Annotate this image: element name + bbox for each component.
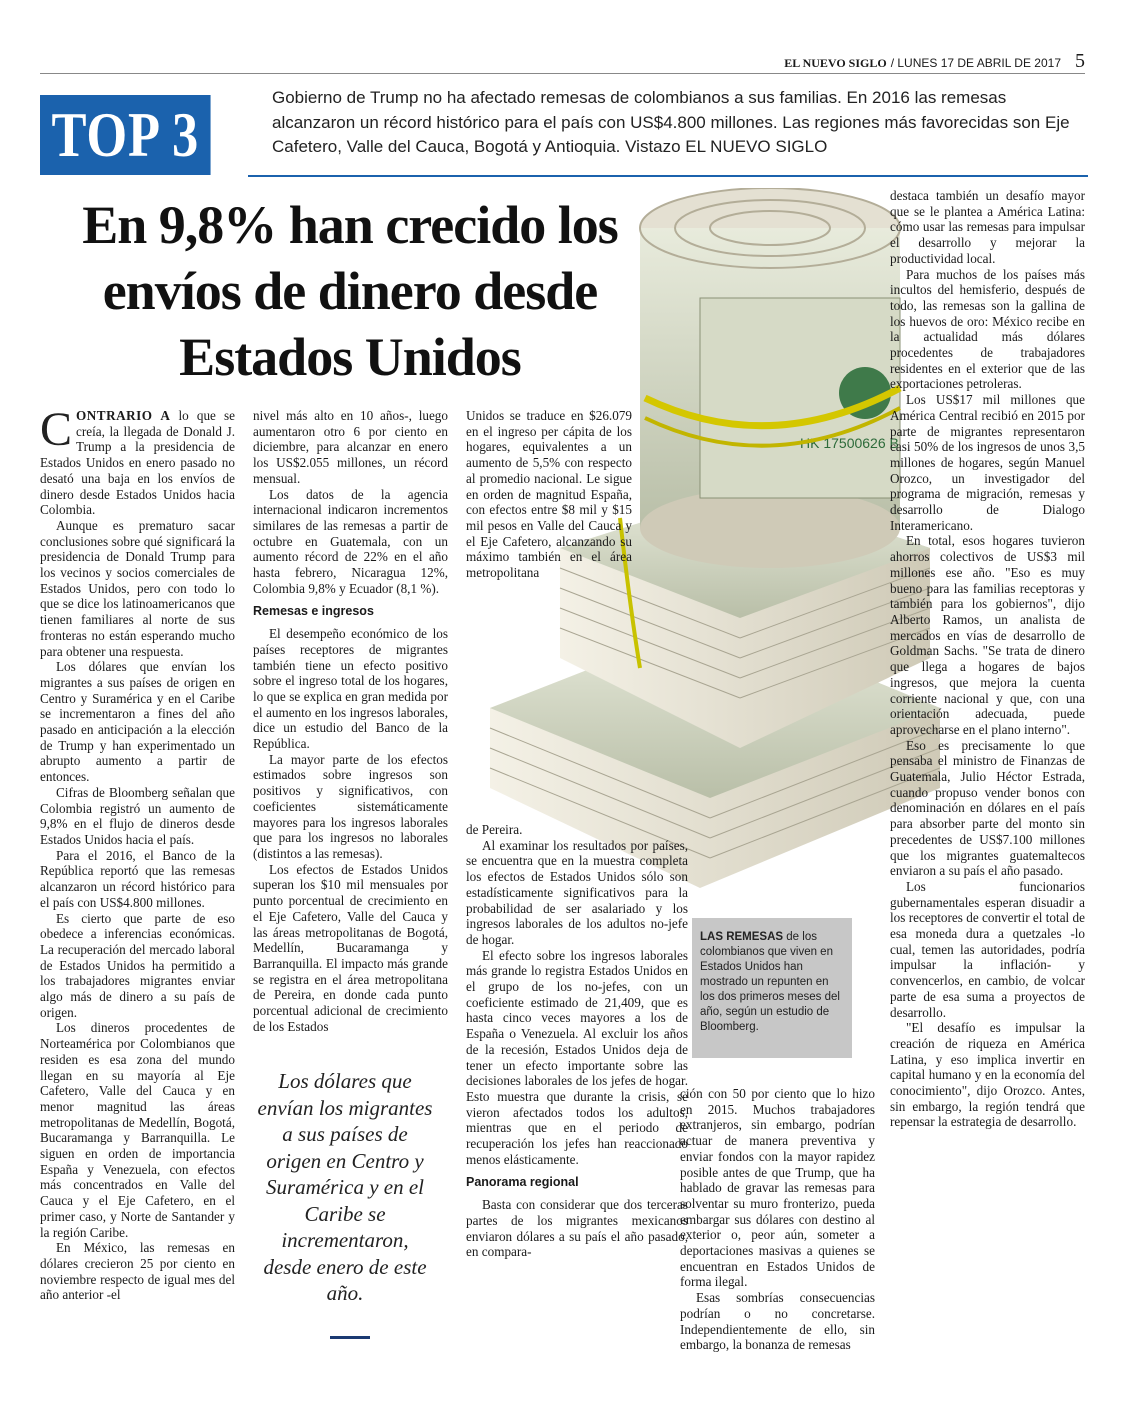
money-roll [640,188,900,568]
pull-quote-rule [330,1336,370,1339]
page-number: 5 [1075,50,1085,72]
article-paragraph: La mayor parte de los efectos estimados sobre ingresos son positivos y significativos, con coeficientes sistemáticamente mayores para los ingresos laborales que para los ingresos no laborales (distintos a las remesas). [253,751,448,861]
article-paragraph: Esas sombrías consecuencias podrían o no concretarse. Independientemente de ello, sin embargo, la bonanza de remesas [680,1290,875,1353]
article-paragraph: Unidos se traduce en $26.079 en el ingreso per cápita de los hogares, equivalentes a un aumento de 5,5% con respecto al promedio nacional. Le sigue en orden de magnitud España, con efectos entre $8 mil y $15 mil pesos en Valle del Cauca y el Eje Cafetero, alcanzando su máximo también en el área metropolitana [466,408,632,581]
article-paragraph: "El desafío es impulsar la creación de riqueza en América Latina, y eso implica invertir en capital humano y en la economía del conocimiento", dijo Orozco. Antes, sin embargo, la región tendrá que repensar la estrategia de desarrollo. [890,1020,1085,1130]
banknote-serial: HK 17500626 B [800,435,899,451]
article-column-1 [40,403,235,1303]
article-paragraph: Los US$17 mil millones que América Central recibió en 2015 por parte de migrantes representaron casi 50% de los ingresos de unos 3,5 millones de hogares, según Manuel Orozco, un investigador del programa de migración, remesas y desarrollo de Dialogo Interamericano. [890,392,1085,533]
article-paragraph: En México, las remesas en dólares crecieron 25 por ciento en noviembre respecto de igual mes del año anterior -el [40,1240,235,1303]
article-paragraph: ción con 50 por ciento que lo hizo en 2015. Muchos trabajadores extranjeros, sin embargo, podrían actuar de manera preventiva y enviar fondos con la mayor rapidez posible antes de que Trump, que ha hablado de gravar las remesas para solventar su muro fronterizo, pueda embargar sus dólares con destino al exterior o, peor aún, someter a deportaciones masivas a quienes se encuentran en Estados Unidos de forma ilegal. [680,1086,875,1290]
top3-summary: Gobierno de Trump no ha afectado remesas de colombianos a sus familias. En 2016 las remesas alcanzaron un récord histórico para el país con US$4.800 millones. Las regiones más favorecidas son Eje Cafetero, Valle del Cauca, Bogotá y Antioquia. Vistazo EL NUEVO SIGLO [272,88,1070,156]
header-info [784,50,1085,73]
subhead-panorama: Panorama regional [466,1175,579,1190]
article-paragraph: Los efectos de Estados Unidos superan los $10 mil mensuales por punto porcentual de crecimiento en el Eje Cafetero, Valle del Cauca y las áreas metropolitanas de Bogotá, Medellín, Bucaramanga y Barranquilla. El impacto más grande se registra en el área metropolitana de Pereira, en donde cada punto porcentual adicional de crecimiento de los Estados [253,861,448,1034]
article-paragraph: Los dólares que envían los migrantes a sus países de origen en Centro y Suramérica y en el Caribe se incrementaron a fines del año pasado en anticipación a la elección de Trump y han experimentado un abrupto aumento a partir de entonces. [40,659,235,785]
article-column-2 [253,408,448,1034]
caption-text: de los colombianos que viven en Estados Unidos han mostrado un repunten en los dos primeros meses del año, según un estudio de Bloomberg. [700,931,840,1033]
photo-caption [692,918,852,1058]
article-paragraph: destaca también un desafío mayor que se le plantea a América Latina: cómo usar las remesas para impulsar el desarrollo y mejorar la productividad local. [890,188,1085,266]
article-paragraph: Aunque es prematuro sacar conclusiones sobre qué significará la presidencia de Donald Trump para los vecinos y socios comerciales de Estados Unidos, pero con todo lo que se dice los latinoamericanos que tienen familiares al norte de sus fronteras no están esperando mucho para obtener una respuesta. [40,517,235,659]
lead-words: ONTRARIO A [76,408,171,423]
headline: En 9,8% han crecido los envíos de dinero desde Estados Unidos [82,195,618,387]
article-paragraph: nivel más alto en 10 años-, luego aumentaron otro 6 por ciento en diciembre, para alcanzar en enero los US$2.055 millones, un récord mensual. [253,408,448,486]
article-paragraph: Los dineros procedentes de Norteamérica por Colombianos que residen es esa zona del mundo llegan en su mayoría al Eje Cafetero, Valle del Cauca y en menor magnitud las áreas metropolitanas de Medellín, Bogotá, Bucaramanga y Barranquilla. Le siguen en orden de importancia España y Venezuela, con efectos más concentrados en Valle del Cauca y el Eje Cafetero, en el primer caso, y Norte de Santander y la región Caribe. [40,1020,235,1240]
article-column-4 [680,1086,875,1353]
article-paragraph: En total, esos hogares tuvieron ahorros colectivos de US$3 mil millones ese año. "Eso es muy bueno para las familias receptoras y también para los gobiernos", dijo Alberto Ramos, un analista de mercados en vías de desarrollo de Goldman Sachs. "Se trata de dinero que llega a hogares de bajos ingresos, que mejora la cuenta corriente nacional y que, con una orientación adecuada, puede aprovecharse en el plano interno". [890,533,1085,737]
article-paragraph: Para el 2016, el Banco de la República reportó que las remesas alcanzaron un récord histórico para el país con US$4.800 millones. [40,847,235,910]
pull-quote: Los dólares que envían los migrantes a sus países de origen en Centro y Suramérica y en el Caribe se incrementaron, desde enero de este año. [257,1069,433,1305]
article-column-3-top [466,408,632,581]
article-paragraph: Cifras de Bloomberg señalan que Colombia registró un aumento de 9,8% en el flujo de dineros desde Estados Unidos hacia el país. [40,784,235,847]
dropcap: C [40,403,73,456]
article-column-5 [890,188,1085,1130]
article-paragraph: Al examinar los resultados por países, se encuentra que en la muestra completa los efectos de Estados Unidos sólo son estadísticamente significativos para la probabilidad de ser asalariado y los ingresos laborales de los adultos no-jefe de hogar. [466,837,688,947]
subhead-remesas: Remesas e ingresos [253,604,374,619]
article-paragraph: Es cierto que parte de eso obedece a inferencias económicas. La recuperación del mercado laboral de Estados Unidos ha permitido a los trabajadores migrantes enviar algo más de dinero a su país de origen. [40,910,235,1020]
article-paragraph: El efecto sobre los ingresos laborales más grande lo registra Estados Unidos en el grupo de los no-jefes, con un coeficiente estimado de 21,409, que es hasta cinco veces mayores a los de España o Venezuela. Al excluir los años de la recesión, Estados Unidos deja de tener un efecto importante sobre las decisiones laborales de los jefes de hogar. Esto muestra que durante la crisis, se vieron afectados todos los adultos, mientras que en el periodo de recuperación los jefes han reaccionado menos elásticamente. [466,947,688,1167]
newspaper-name: EL NUEVO SIGLO [784,56,887,70]
article-paragraph: Eso es precisamente lo que pensaba el ministro de Finanzas de Guatemala, Julio Héctor Estrada, cuando propuso vender bonos con denominación en dólares en el país para absorber parte del monto sin precedentes de US$7.100 millones que los migrantes guatemaltecos enviaron a su país el año pasado. [890,737,1085,879]
article-paragraph: Los funcionarios gubernamentales esperan disuadir a los receptores de convertir el total de esa moneda dura a quetzales -lo cual, temen las autoridades, podría impulsar la inflación- y convencerlos, en cambio, de volcar parte de esa suma a proyectos de desarrollo. [890,878,1085,1020]
top3-rule [248,175,1088,177]
article-column-3-middle [466,822,688,1260]
article-paragraph: CONTRARIO A lo que se creía, la llegada de Donald J. Trump a la presidencia de Estados Unidos en enero pasado no desató una baja en los envíos de dinero desde Estados Unidos hacia Colombia. [40,403,235,518]
article-paragraph: Los datos de la agencia internacional indicaron incrementos similares de las remesas a partir de octubre en Guatemala, con un aumento récord de 22% en el año hasta febrero, Nicaragua 12%, Colombia 9,8% y Ecuador (8,1 %). [253,486,448,596]
top3-badge: TOP 3 [40,95,211,175]
page-header [40,50,1085,74]
article-paragraph: Para muchos de los países más incultos del hemisferio, después de todo, las remesas son la gallina de los huevos de oro: México recibe en la actualidad más dólares procedentes de trabajadores residentes en el exterior que de las exportaciones petroleras. [890,266,1085,392]
article-paragraph: Basta con considerar que dos terceras partes de los migrantes mexicanos enviaron dólares a su país el año pasado, en compara- [466,1197,688,1260]
caption-lead: LAS REMESAS [700,931,784,943]
article-paragraph: de Pereira. [466,822,523,837]
issue-date: / LUNES 17 DE ABRIL DE 2017 [890,56,1061,70]
article-paragraph: El desempeño económico de los países receptores de migrantes también tiene un efecto positivo sobre el ingreso total de los hogares, lo que se explica en gran medida por el aumento en los ingresos laborales, dice un estudio del Banco de la República. [253,626,448,752]
